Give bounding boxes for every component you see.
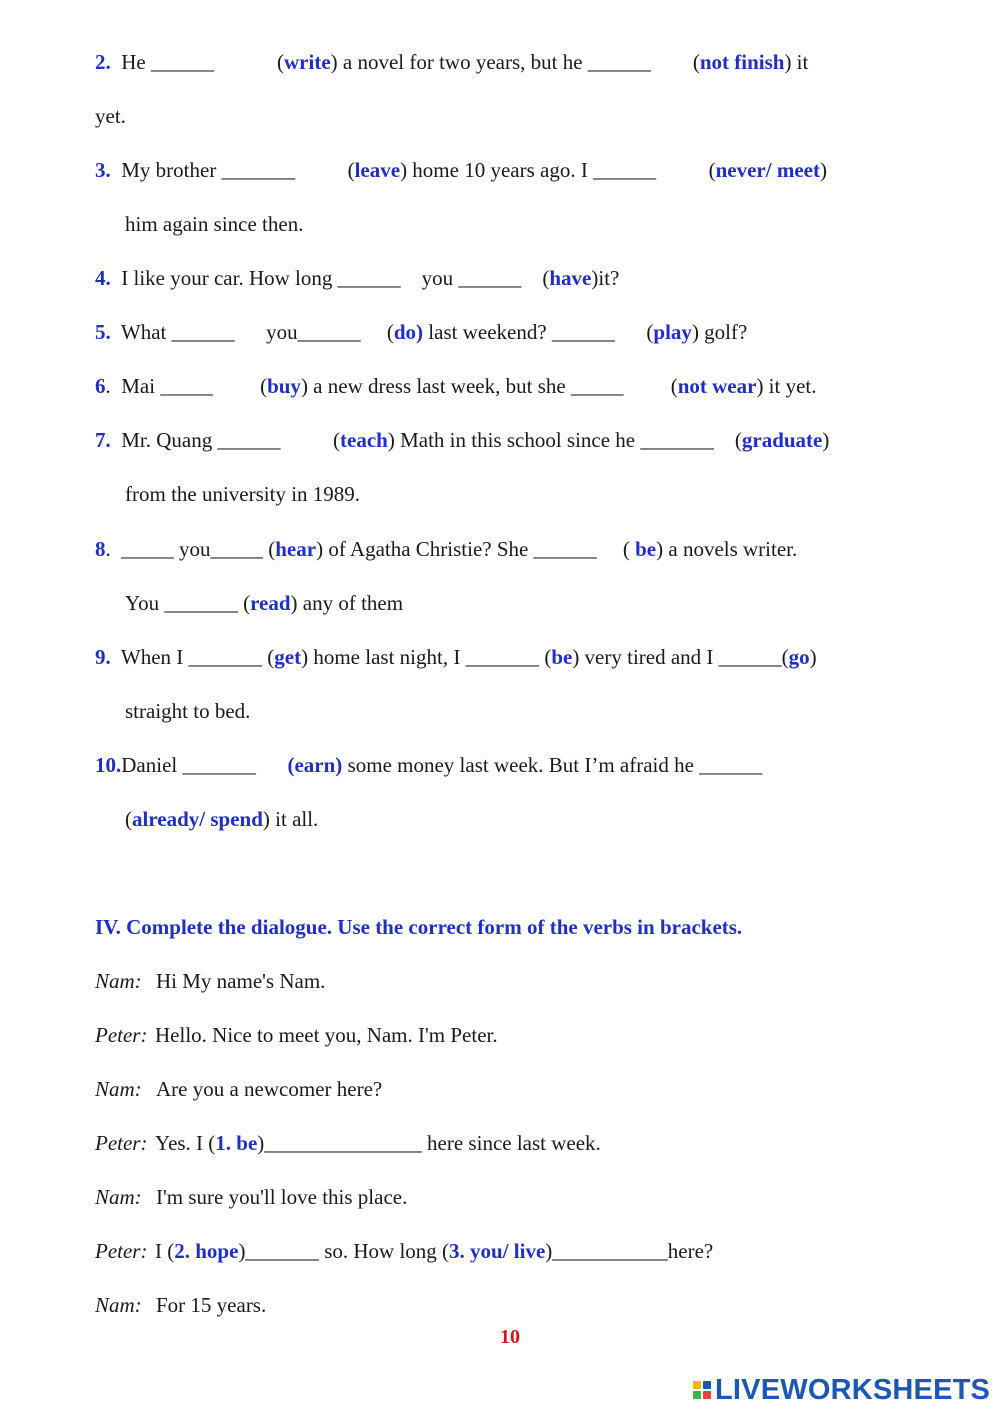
speaker-label: Nam: (95, 1185, 142, 1209)
page-number: 10 (500, 1326, 520, 1348)
speaker-label: Nam: (95, 1077, 142, 1101)
item-text: last weekend? ______ (423, 320, 615, 344)
item-number: 3. (95, 158, 111, 182)
verb-hint: hear (275, 537, 317, 561)
dialogue-text: Are you a newcomer here? (156, 1077, 383, 1101)
item-text: you ______ (421, 266, 522, 290)
item-text: ) a novels writer. (656, 537, 798, 561)
verb-hint: write (284, 50, 331, 74)
verb-hint: not wear (677, 374, 757, 398)
item-text: ) any of them (290, 591, 404, 615)
exercise-item-7: 7. Mr. Quang ______ (teach) Math in this school since he _______ (graduate) (95, 428, 830, 452)
item-text: from the university in 1989. (125, 482, 361, 506)
verb-hint: leave (354, 158, 401, 182)
item-text: ) a new dress last week, but she _____ (300, 374, 624, 398)
verb-hint: 3. you/ live (449, 1239, 546, 1263)
item-text: ) of Agatha Christie? She ______ (316, 537, 597, 561)
item-number: 5. (95, 320, 111, 344)
exercise-item-8: 8. _____ you_____ (hear) of Agatha Christie? She ______ ( be) a novels writer. (95, 537, 798, 561)
item-number: 7. (95, 428, 111, 452)
dialogue-text: I ( (155, 1239, 175, 1263)
verb-hint: be (551, 645, 573, 669)
exercise-item-2: 2. He ______ (write) a novel for two years, but he ______ (not finish) it (95, 50, 809, 74)
dialogue-line (95, 1076, 382, 1102)
speaker-label: Peter: (95, 1131, 148, 1155)
verb-hint: be (635, 537, 657, 561)
item-text: ) Math in this school since he _______ (387, 428, 714, 452)
liveworksheets-logo[interactable] (693, 1374, 990, 1406)
exercise-item-4: 4. I like your car. How long ______ you ______ (have)it? (95, 266, 620, 290)
verb-hint: teach (340, 428, 388, 452)
item-text: you______ (266, 320, 361, 344)
verb-hint: graduate (741, 428, 823, 452)
exercise-item-6: 6. Mai _____ (buy) a new dress last week, but she _____ (not wear) it yet. (95, 374, 817, 398)
item-text: )it? (591, 266, 620, 290)
verb-hint: already/ spend (132, 807, 263, 831)
item-text: ) it yet. (756, 374, 817, 398)
dialogue-line (95, 1184, 407, 1210)
dialogue-text: so. How long ( (318, 1239, 450, 1263)
verb-hint: 1. be (215, 1131, 258, 1155)
item-text: (already/ spend) it all. (125, 807, 319, 831)
item-number: 9. (95, 645, 111, 669)
item-text: Mai _____ (121, 374, 213, 398)
dialogue-text: here since last week. (421, 1131, 601, 1155)
item-text: ) (809, 645, 817, 669)
exercise-item-3: 3. My brother _______ (leave) home 10 years ago. I ______ (never/ meet) (95, 158, 827, 182)
item-number: 6 (95, 374, 106, 398)
exercise-item-9 (95, 644, 817, 670)
item-text: What ______ (120, 320, 235, 344)
speaker-label: Nam: (95, 969, 142, 993)
verb-hint: 2. hope (174, 1239, 239, 1263)
item-number: 4. (95, 266, 111, 290)
item-text: ) a novel for two years, but he ______ (330, 50, 651, 74)
verb-hint: never/ meet (715, 158, 820, 182)
dialogue-line (95, 1292, 266, 1318)
item-text: him again since then. (125, 212, 304, 236)
dialogue-text: I'm sure you'll love this place. (156, 1185, 408, 1209)
item-number: 2. (95, 50, 111, 74)
item-text (125, 590, 403, 616)
verb-hint: get (274, 645, 302, 669)
item-text: He ______ (121, 50, 214, 74)
verb-hint: buy (267, 374, 301, 398)
item-text: I like your car. How long ______ (121, 266, 401, 290)
verb-hint: go (788, 645, 810, 669)
liveworksheets-logo-icon (693, 1381, 711, 1399)
item-text: When I _______ ( (120, 645, 275, 669)
verb-hint: do (393, 320, 417, 344)
dialogue-text: Hello. Nice to meet you, Nam. I'm Peter. (155, 1023, 498, 1047)
exercise-item-5: 5. What ______ you______ (do) last weekend? ______ (play) golf? (95, 320, 748, 344)
item-text: some money last week. But I’m afraid he ______ (342, 753, 763, 777)
verb-hint: have (549, 266, 592, 290)
item-text: _____ you_____ ( (121, 537, 276, 561)
verb-hint: play (653, 320, 692, 344)
section-heading: IV. Complete the dialogue. Use the correct form of the verbs in brackets. (95, 915, 743, 939)
item-text: Mr. Quang ______ (121, 428, 281, 452)
item-text: ) golf? (691, 320, 748, 344)
verb-hint: read (250, 591, 291, 615)
dialogue-line (95, 1022, 498, 1048)
item-text: You _______ ( (125, 591, 251, 615)
speaker-label: Peter: (95, 1023, 148, 1047)
item-text: ) home last night, I _______ ( (301, 645, 552, 669)
item-text: yet. (95, 104, 126, 128)
item-text: ) very tired and I ______( (572, 645, 789, 669)
dialogue-line (95, 1238, 713, 1264)
item-number: 10. (95, 753, 122, 777)
dialogue-line (95, 968, 325, 994)
speaker-label: Peter: (95, 1239, 148, 1263)
verb-hint: earn) (294, 753, 343, 777)
dialogue-line (95, 1130, 601, 1156)
dialogue-text: For 15 years. (156, 1293, 267, 1317)
item-number: 8 (95, 537, 106, 561)
item-text: My brother _______ (121, 158, 296, 182)
answer-blank[interactable]: )_______ (238, 1239, 319, 1263)
logo-text: LIVEWORKSHEETS (715, 1373, 991, 1406)
item-text: ) it (784, 50, 809, 74)
item-text: ) it all. (262, 807, 319, 831)
answer-blank[interactable]: )_______________ (257, 1131, 422, 1155)
dialogue-text: Yes. I ( (155, 1131, 216, 1155)
item-text: ) home 10 years ago. I ______ (400, 158, 657, 182)
dialogue-text: here? (667, 1239, 714, 1263)
verb-hint: not finish (699, 50, 785, 74)
dialogue-text: Hi My name's Nam. (156, 969, 326, 993)
item-text: Daniel _______ (121, 753, 256, 777)
exercise-item-10: 10.Daniel _______ (earn) some money last week. But I’m afraid he ______ (95, 753, 763, 777)
item-text: straight to bed. (125, 699, 251, 723)
answer-blank[interactable]: )___________ (545, 1239, 668, 1263)
speaker-label: Nam: (95, 1293, 142, 1317)
